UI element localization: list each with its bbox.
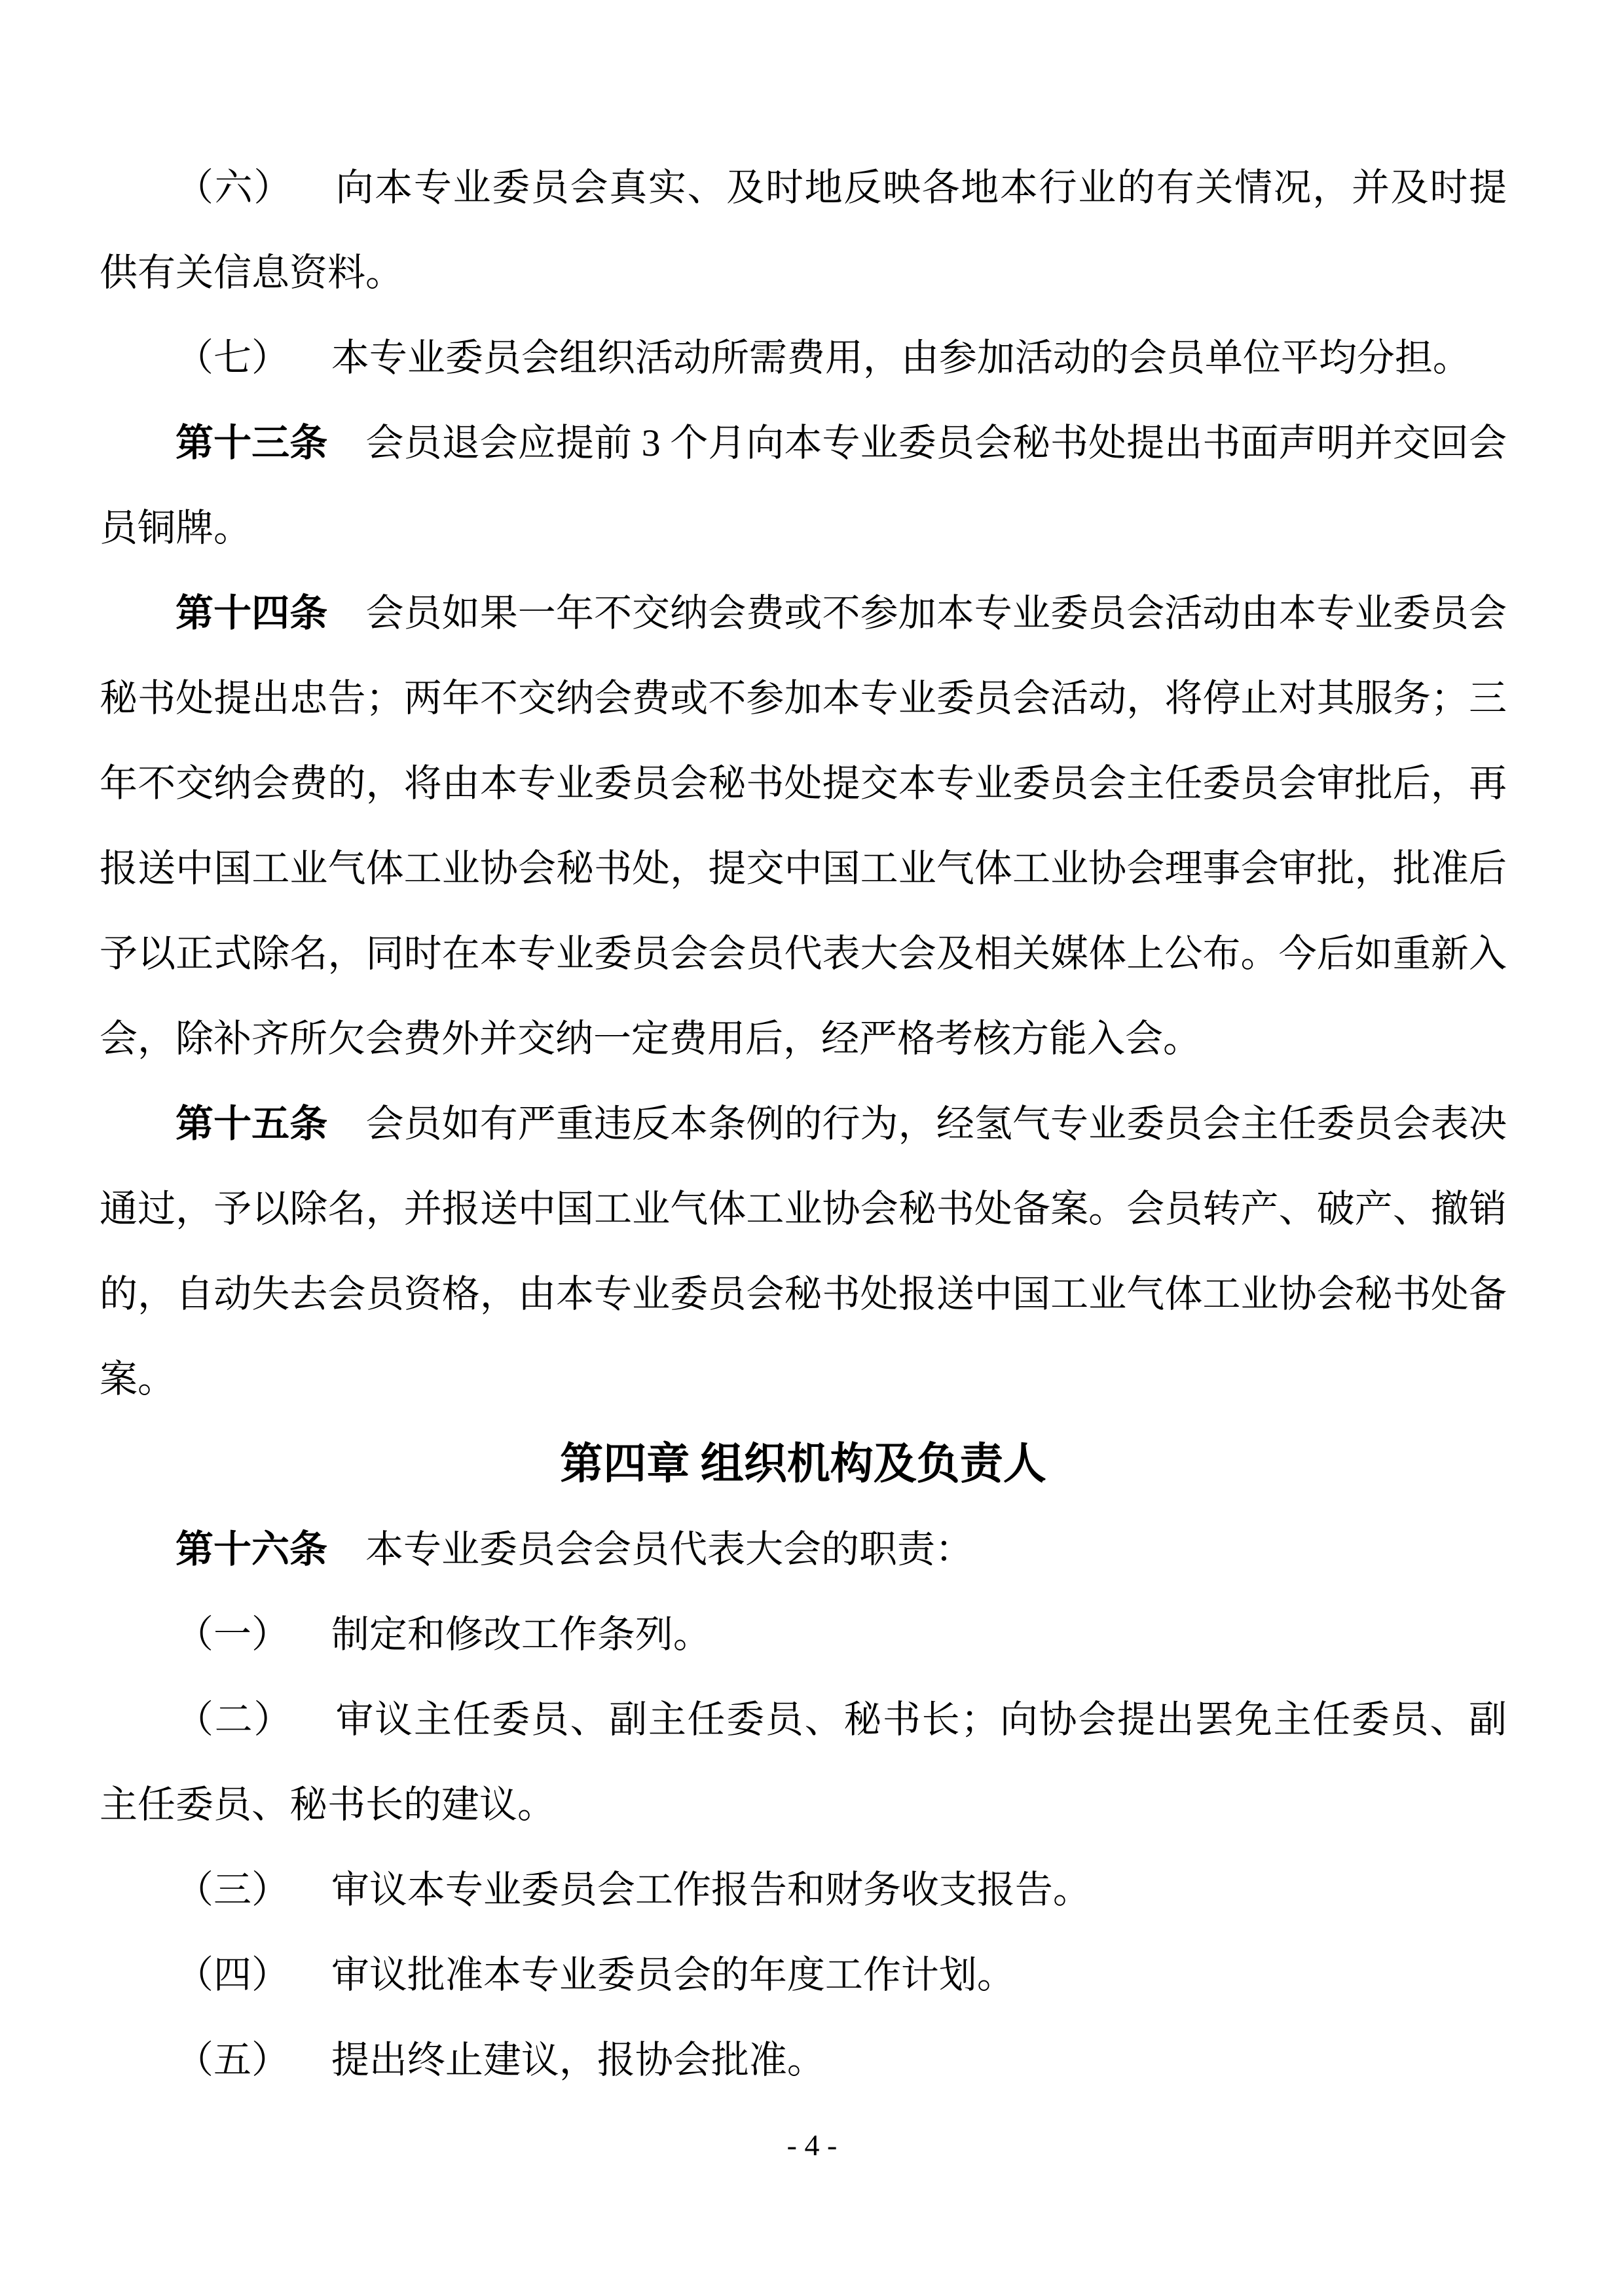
paragraph-text: 提出终止建议，报协会批准。 [331,2039,825,2081]
paragraph [100,145,1507,316]
paragraph-text: 审议批准本专业委员会的年度工作计划。 [331,1954,1015,1996]
paragraph-text: 会员如果一年不交纳会费或不参加本专业委员会活动由本专业委员会秘书处提出忠告；两年不交纳会费或不参加本专业委员会活动，将停止对其服务；三年不交纳会费的，将由本专业委员会秘书处提交本专业委员会主任委员会审批后，再报送中国工业气体工业协会秘书处，提交中国工业气体工业协会理事会审批，批准后予以正式除名，同时在本专业委员会会员代表大会及相关媒体上公布。今后如重新入会，除补齐所欠会费外并交纳一定费用后，经严格考核方能入会。 [100,592,1507,1060]
paragraph [100,1677,1507,1848]
paragraph [100,1933,1507,2018]
article-number: 第十五条 [175,1102,328,1145]
paragraph-text: 本专业委员会会员代表大会的职责： [365,1528,974,1571]
document-body [100,145,1507,2103]
paragraph-text: 本专业委员会组织活动所需费用，由参加活动的会员单位平均分担。 [331,337,1471,379]
paragraph [100,316,1507,401]
clause-marker: （五） [175,2039,290,2081]
clause-marker: （三） [175,1868,290,1911]
paragraph-text: 制定和修改工作条列。 [331,1613,711,1656]
clause-marker: （六） [175,166,293,209]
chapter-heading: 第四章 组织机构及负责人 [560,1440,1046,1488]
paragraph [100,2018,1507,2103]
paragraph [100,1848,1507,1933]
paragraph-text: 向本专业委员会真实、及时地反映各地本行业的有关情况，并及时提供有关信息资料。 [100,166,1507,294]
paragraph [100,401,1507,571]
article-number: 第十四条 [175,592,328,634]
article-number: 第十六条 [175,1528,328,1571]
paragraph-text: 会员退会应提前 3 个月向本专业委员会秘书处提出书面声明并交回会员铜牌。 [100,422,1507,549]
paragraph [100,1082,1507,1422]
article-number: 第十三条 [175,422,328,464]
paragraph [100,1507,1507,1592]
paragraph-text: 审议本专业委员会工作报告和财务收支报告。 [331,1868,1091,1911]
paragraph-text: 会员如有严重违反本条例的行为，经氢气专业委员会主任委员会表决通过，予以除名，并报送中国工业气体工业协会秘书处备案。会员转产、破产、撤销的，自动失去会员资格，由本专业委员会秘书处报送中国工业气体工业协会秘书处备案。 [100,1102,1507,1400]
paragraph [100,1592,1507,1677]
clause-marker: （七） [175,337,290,379]
clause-marker: （二） [175,1698,293,1741]
paragraph [100,571,1507,1082]
page-number: - 4 - [786,2128,838,2162]
clause-marker: （一） [175,1613,290,1656]
clause-marker: （四） [175,1954,290,1996]
paragraph-text: 审议主任委员、副主任委员、秘书长；向协会提出罢免主任委员、副主任委员、秘书长的建议。 [100,1698,1507,1826]
